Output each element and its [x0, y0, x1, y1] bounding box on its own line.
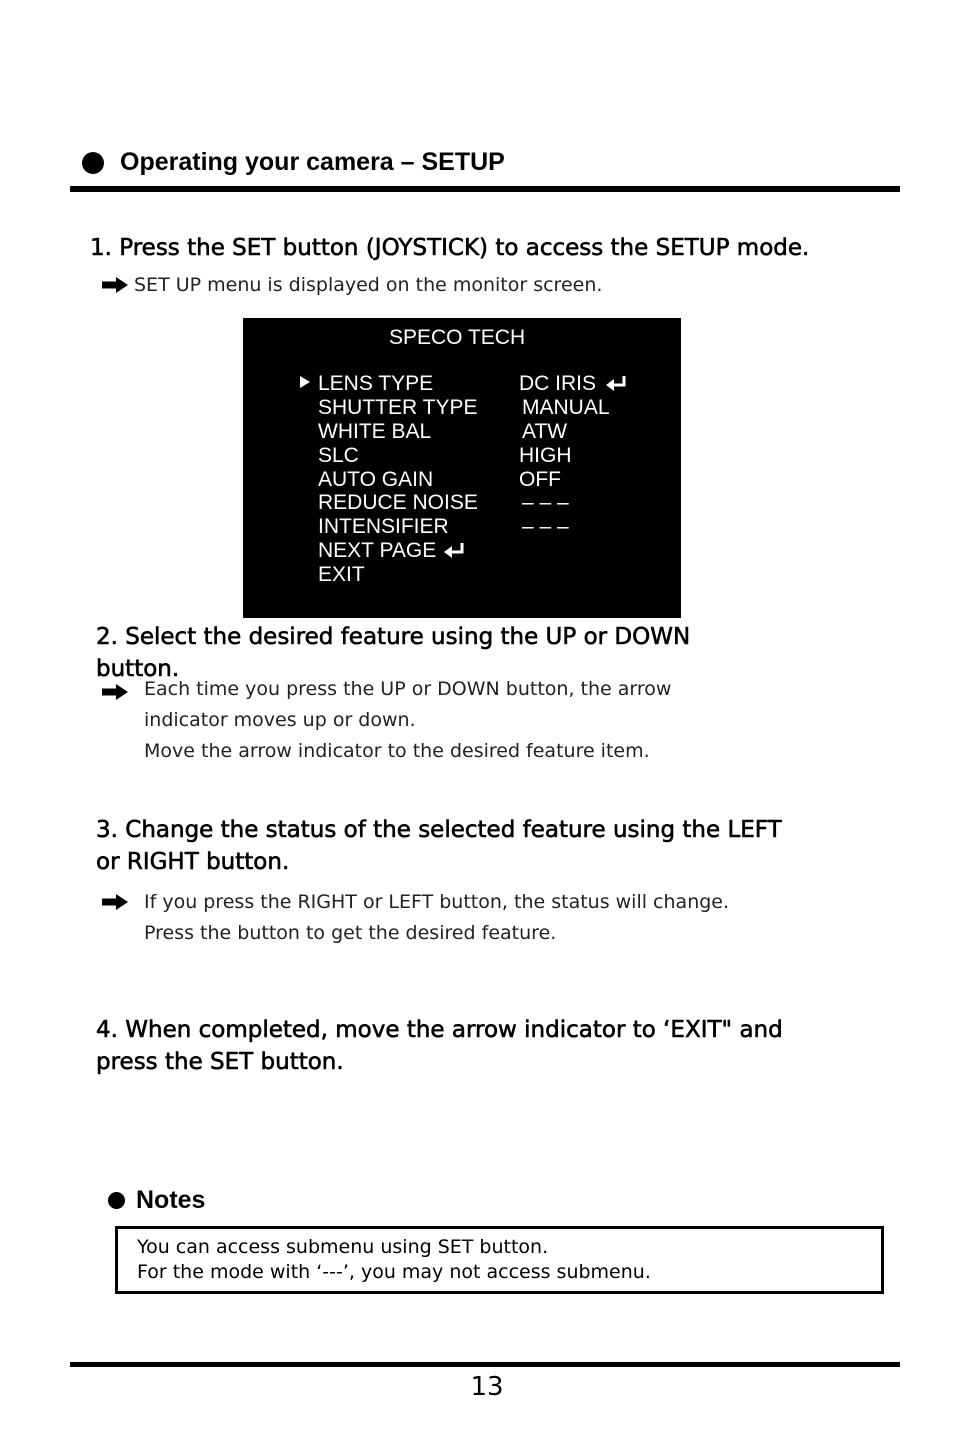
right-arrow-icon: [102, 894, 128, 910]
osd-item-value: – – –: [522, 491, 569, 514]
step-3-heading-line-1: 3. Change the status of the selected feature using the LEFT: [96, 817, 782, 843]
step-1-heading-line-1: 1. Press the SET button (JOYSTICK) to access the SETUP mode.: [90, 235, 810, 261]
step-2-heading-line-2: button.: [96, 656, 180, 682]
osd-item-label: LENS TYPE: [318, 372, 434, 395]
osd-item-label: INTENSIFIER: [318, 515, 449, 538]
bullet-dot-icon: [108, 1192, 125, 1209]
step-3-heading: [96, 814, 782, 878]
notes-box: [115, 1226, 884, 1294]
step-3-note-line-1: If you press the RIGHT or LEFT button, the status will change.: [144, 891, 730, 913]
osd-item-label: AUTO GAIN: [318, 468, 434, 491]
osd-item-value: – – –: [522, 515, 569, 538]
step-1-heading: [90, 232, 809, 264]
step-3-note: [144, 887, 729, 949]
osd-item-label: WHITE BAL: [318, 420, 432, 443]
osd-title: SPECO TECH: [389, 326, 526, 349]
notes-line-2: For the mode with ‘---’, you may not access submenu.: [137, 1261, 651, 1283]
step-3-heading-line-2: or RIGHT button.: [96, 849, 290, 875]
bullet-dot-icon: [82, 152, 104, 174]
page-number: 13: [470, 1372, 504, 1402]
step-2-note-line-1: Each time you press the UP or DOWN button, the arrow: [144, 678, 672, 700]
enter-return-icon: [444, 541, 466, 559]
notes-header: [108, 1186, 205, 1215]
step-1-note-line-1: SET UP menu is displayed on the monitor screen.: [134, 274, 603, 296]
step-3-note-line-2: Press the button to get the desired feature.: [144, 922, 557, 944]
osd-item-value: HIGH: [519, 444, 572, 467]
right-arrow-icon: [102, 684, 128, 700]
right-arrow-icon: [102, 277, 128, 293]
osd-item-label: SHUTTER TYPE: [318, 396, 478, 419]
osd-item-value: OFF: [519, 468, 561, 491]
osd-item-value: DC IRIS: [519, 372, 597, 395]
section-header: [82, 148, 505, 177]
step-2-note-line-2: indicator moves up or down.: [144, 709, 416, 731]
right-triangle-icon: [300, 376, 310, 388]
notes-line-1: You can access submenu using SET button.: [137, 1236, 549, 1258]
notes-title: Notes: [136, 1186, 206, 1214]
step-4-heading-line-1: 4. When completed, move the arrow indicator to ‘EXIT" and: [96, 1017, 783, 1043]
step-2-note: [144, 674, 671, 767]
section-title: Operating your camera – SETUP: [120, 148, 505, 176]
step-2-note-line-3: Move the arrow indicator to the desired feature item.: [144, 740, 650, 762]
osd-item-label: EXIT: [318, 563, 365, 586]
step-2-heading-line-1: 2. Select the desired feature using the UP or DOWN: [96, 624, 691, 650]
step-1-note: [134, 270, 602, 301]
step-4-heading: [96, 1014, 783, 1078]
step-4-heading-line-2: press the SET button.: [96, 1049, 344, 1075]
footer-rule: [70, 1362, 900, 1367]
osd-setup-menu: [243, 318, 681, 618]
osd-item-label: SLC: [318, 444, 359, 467]
osd-item-label: NEXT PAGE: [318, 539, 437, 562]
osd-item-value: ATW: [522, 420, 568, 443]
osd-item-label: REDUCE NOISE: [318, 491, 478, 514]
osd-item-value: MANUAL: [522, 396, 610, 419]
enter-return-icon: [606, 374, 628, 392]
header-rule: [70, 186, 900, 192]
